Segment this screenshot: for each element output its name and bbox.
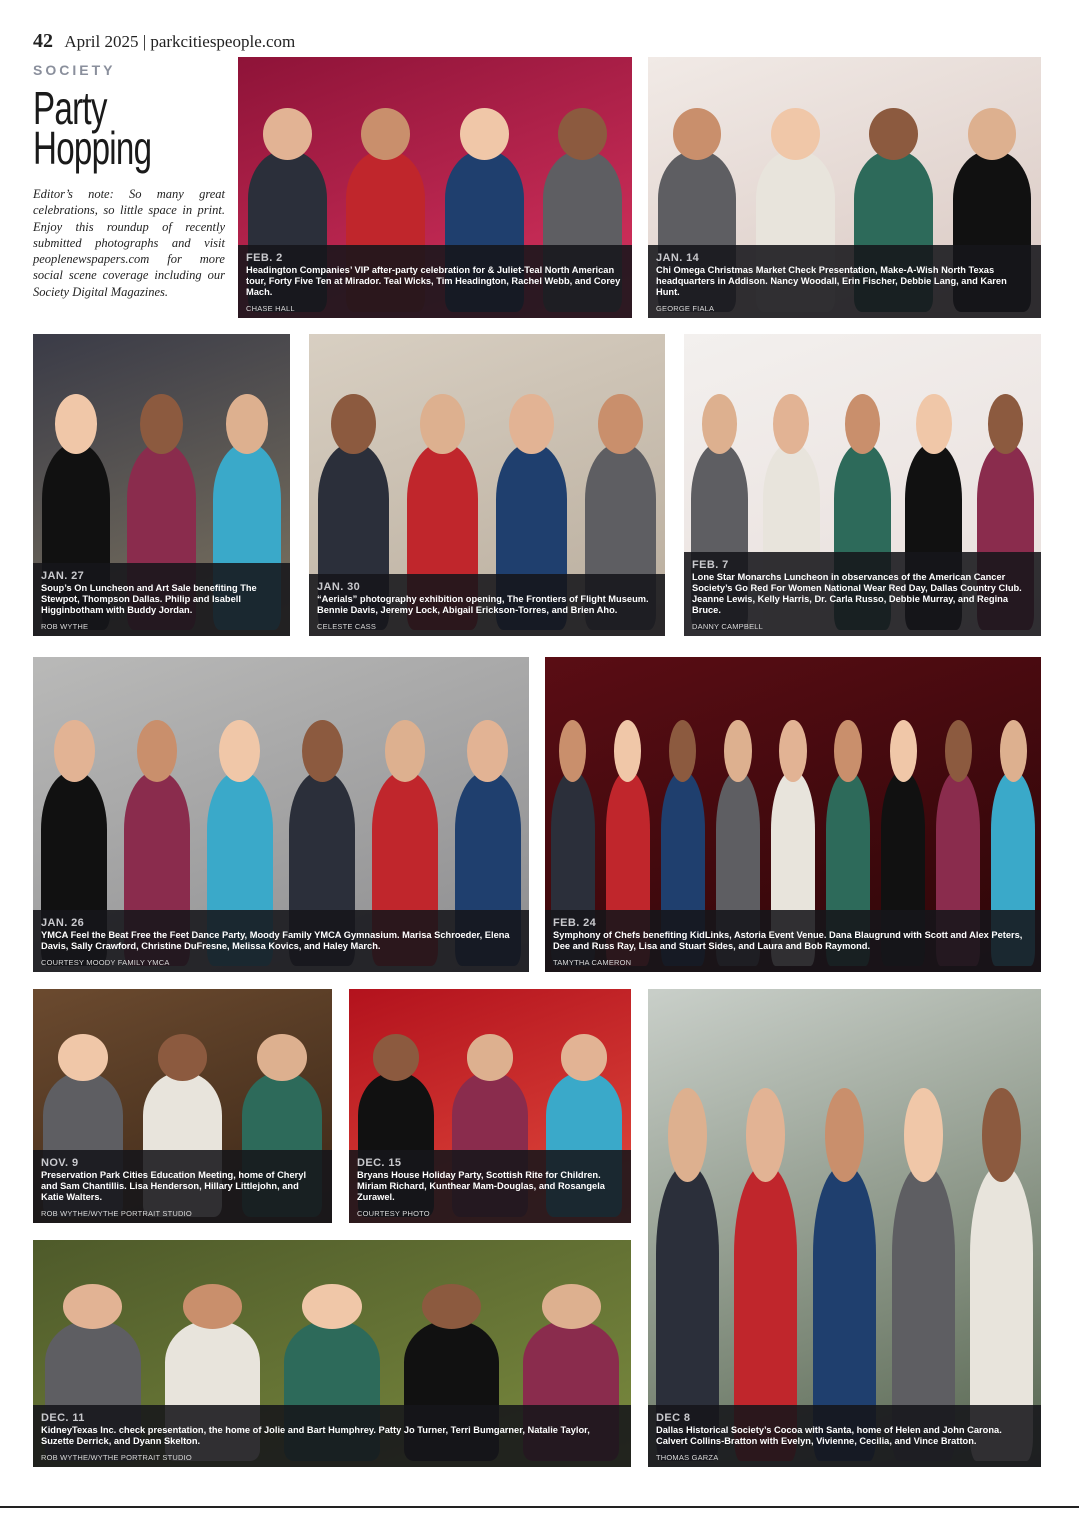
- event-date: DEC 8: [656, 1412, 691, 1424]
- photo-credit: COURTESY MOODY FAMILY YMCA: [41, 958, 170, 967]
- person-head: [558, 108, 607, 160]
- person-head: [746, 1088, 785, 1183]
- photo-card: [648, 57, 1041, 318]
- photo-credit: ROB WYTHE: [41, 622, 89, 631]
- caption-text: Bryans House Holiday Party, Scottish Rite for Children. Miriam Richard, Kunthear Mam-Douglas, and Rosangela Zurawel.: [357, 1170, 605, 1202]
- person-head: [137, 720, 178, 782]
- bottom-rule: [0, 1506, 1079, 1508]
- caption-text: YMCA Feel the Beat Free the Feet Dance Party, Moody Family YMCA Gymnasium. Marisa Schroeder, Elena Davis, Sally Crawford, Christine DuFresne, Melissa Kovics, and Haley March.: [41, 930, 510, 951]
- photo-caption: [349, 1150, 631, 1223]
- person-head: [63, 1284, 122, 1329]
- photo-card: [33, 1240, 631, 1467]
- person-head: [55, 394, 97, 454]
- person-head: [668, 1088, 707, 1183]
- person-head: [467, 1034, 514, 1080]
- person-head: [904, 1088, 943, 1183]
- person-head: [702, 394, 737, 454]
- event-date: FEB. 7: [692, 559, 729, 571]
- photo-credit: ROB WYTHE/WYTHE PORTRAIT STUDIO: [41, 1453, 192, 1462]
- person-head: [598, 394, 642, 454]
- title-line-1: Party: [33, 82, 107, 134]
- caption-text: Lone Star Monarchs Luncheon in observances of the American Cancer Society’s Go Red For Women National Wear Red Day, Dallas Country Club. Jeanne Lewis, Kelly Harris, Dr. Carla Russo, Debbie Murray, and Regina Bruce.: [692, 572, 1022, 615]
- photo-credit: GEORGE FIALA: [656, 304, 715, 313]
- person-head: [845, 394, 880, 454]
- caption-text: Soup’s On Luncheon and Art Sale benefiting The Stewpot, Thompson Dallas. Philip and Isabell Higginbotham with Buddy Jordan.: [41, 583, 257, 615]
- event-date: FEB. 24: [553, 917, 597, 929]
- person-head: [373, 1034, 420, 1080]
- photo-card: [33, 334, 290, 636]
- photo-caption: [33, 1405, 631, 1467]
- person-head: [385, 720, 426, 782]
- event-date: JAN. 30: [317, 581, 361, 593]
- photo-card: [33, 989, 332, 1223]
- photo-card: [648, 989, 1041, 1467]
- caption-text: KidneyTexas Inc. check presentation, the home of Jolie and Bart Humphrey. Patty Jo Turner, Terri Bumgarner, Natalie Taylor, Suzette Derrick, and Dyann Skelton.: [41, 1425, 590, 1446]
- person-head: [219, 720, 260, 782]
- photo-credit: THOMAS GARZA: [656, 1453, 719, 1462]
- issue-and-site: April 2025 | parkcitiespeople.com: [64, 32, 296, 51]
- person-head: [54, 720, 95, 782]
- photo-card: [545, 657, 1041, 972]
- person-head: [361, 108, 410, 160]
- person-head: [945, 720, 972, 782]
- person-head: [673, 108, 722, 160]
- page-number: 42: [33, 30, 53, 52]
- person-head: [825, 1088, 864, 1183]
- person-head: [542, 1284, 601, 1329]
- photo-card: [309, 334, 665, 636]
- photo-credit: DANNY CAMPBELL: [692, 622, 764, 631]
- person-head: [614, 720, 641, 782]
- event-date: JAN. 27: [41, 570, 85, 582]
- event-photo: [648, 989, 1041, 1467]
- person-head: [467, 720, 508, 782]
- person-head: [988, 394, 1023, 454]
- photo-caption: [238, 245, 632, 318]
- person-head: [968, 108, 1017, 160]
- person-head: [331, 394, 375, 454]
- event-date: JAN. 26: [41, 917, 85, 929]
- person-head: [561, 1034, 608, 1080]
- person-head: [916, 394, 951, 454]
- photo-credit: CELESTE CASS: [317, 622, 377, 631]
- person-head: [869, 108, 918, 160]
- person-head: [420, 394, 464, 454]
- person-head: [773, 394, 808, 454]
- photo-caption: [648, 1405, 1041, 1467]
- caption-text: Preservation Park Cities Education Meeting, home of Cheryl and Sam Chantillis. Lisa Henderson, Hillary Littlejohn, and Katie Walters.: [41, 1170, 307, 1202]
- person-head: [263, 108, 312, 160]
- event-date: JAN. 14: [656, 252, 700, 264]
- person-head: [779, 720, 806, 782]
- photo-credit: CHASE HALL: [246, 304, 295, 313]
- person-head: [1000, 720, 1027, 782]
- photo-caption: [684, 552, 1041, 636]
- event-date: DEC. 11: [41, 1412, 85, 1424]
- person-head: [771, 108, 820, 160]
- person-head: [982, 1088, 1021, 1183]
- caption-text: Symphony of Chefs benefiting KidLinks, Astoria Event Venue. Dana Blaugrund with Scott and Alex Peters, Dee and Russ Ray, Lisa and Stuart Sides, and Laura and Bob Raymond.: [553, 930, 1023, 951]
- caption-text: Headington Companies’ VIP after-party celebration for & Juliet-Teal North American tour, Forty Five Ten at Mirador. Teal Wicks, Tim Headington, Rachel Webb, and Corey Mach.: [246, 265, 621, 297]
- section-label: SOCIETY: [33, 62, 116, 78]
- photo-caption: [33, 910, 529, 972]
- photo-caption: [545, 910, 1041, 972]
- person-head: [302, 720, 343, 782]
- photo-caption: [33, 1150, 332, 1223]
- person-head: [183, 1284, 242, 1329]
- person-head: [559, 720, 586, 782]
- photo-credit: COURTESY PHOTO: [357, 1209, 430, 1218]
- person-head: [140, 394, 182, 454]
- event-date: FEB. 2: [246, 252, 283, 264]
- caption-text: “Aerials” photography exhibition opening, The Frontiers of Flight Museum. Bennie Davis, Jeremy Lock, Abigail Erickson-Torres, and Brien Aho.: [317, 594, 649, 615]
- page-folio: [33, 30, 295, 53]
- photo-credit: ROB WYTHE/WYTHE PORTRAIT STUDIO: [41, 1209, 192, 1218]
- person-head: [509, 394, 553, 454]
- person-head: [669, 720, 696, 782]
- caption-text: Dallas Historical Society’s Cocoa with Santa, home of Helen and John Carona. Calvert Collins-Bratton with Evelyn, Vivienne, Cecilia, and Vince Bratton.: [656, 1425, 1002, 1446]
- caption-text: Chi Omega Christmas Market Check Presentation, Make-A-Wish North Texas headquarters in Addison. Nancy Woodall, Erin Fischer, Debbie Lang, and Karen Hunt.: [656, 265, 1007, 297]
- person-head: [58, 1034, 107, 1080]
- page-title: [33, 82, 177, 174]
- person-head: [890, 720, 917, 782]
- event-date: DEC. 15: [357, 1157, 402, 1169]
- event-date: NOV. 9: [41, 1157, 79, 1169]
- person-head: [834, 720, 861, 782]
- photo-caption: [648, 245, 1041, 318]
- person-head: [724, 720, 751, 782]
- photo-card: [33, 657, 529, 972]
- person-head: [302, 1284, 361, 1329]
- person-head: [257, 1034, 306, 1080]
- editor-note: Editor’s note: So many great celebrations, so little space in print. Enjoy this roundup of recently submitted photographs and visit peoplenewspapers.com for more social scene coverage including our Society Digital Magazines.: [33, 187, 225, 299]
- person-head: [226, 394, 268, 454]
- photo-credit: TAMYTHA CAMERON: [553, 958, 632, 967]
- person-head: [158, 1034, 207, 1080]
- photo-card: [238, 57, 632, 318]
- person-head: [422, 1284, 481, 1329]
- photo-caption: [33, 563, 290, 636]
- photo-card: [684, 334, 1041, 636]
- person-head: [460, 108, 509, 160]
- title-line-2: Hopping: [33, 122, 152, 174]
- photo-card: [349, 989, 631, 1223]
- photo-caption: [309, 574, 665, 636]
